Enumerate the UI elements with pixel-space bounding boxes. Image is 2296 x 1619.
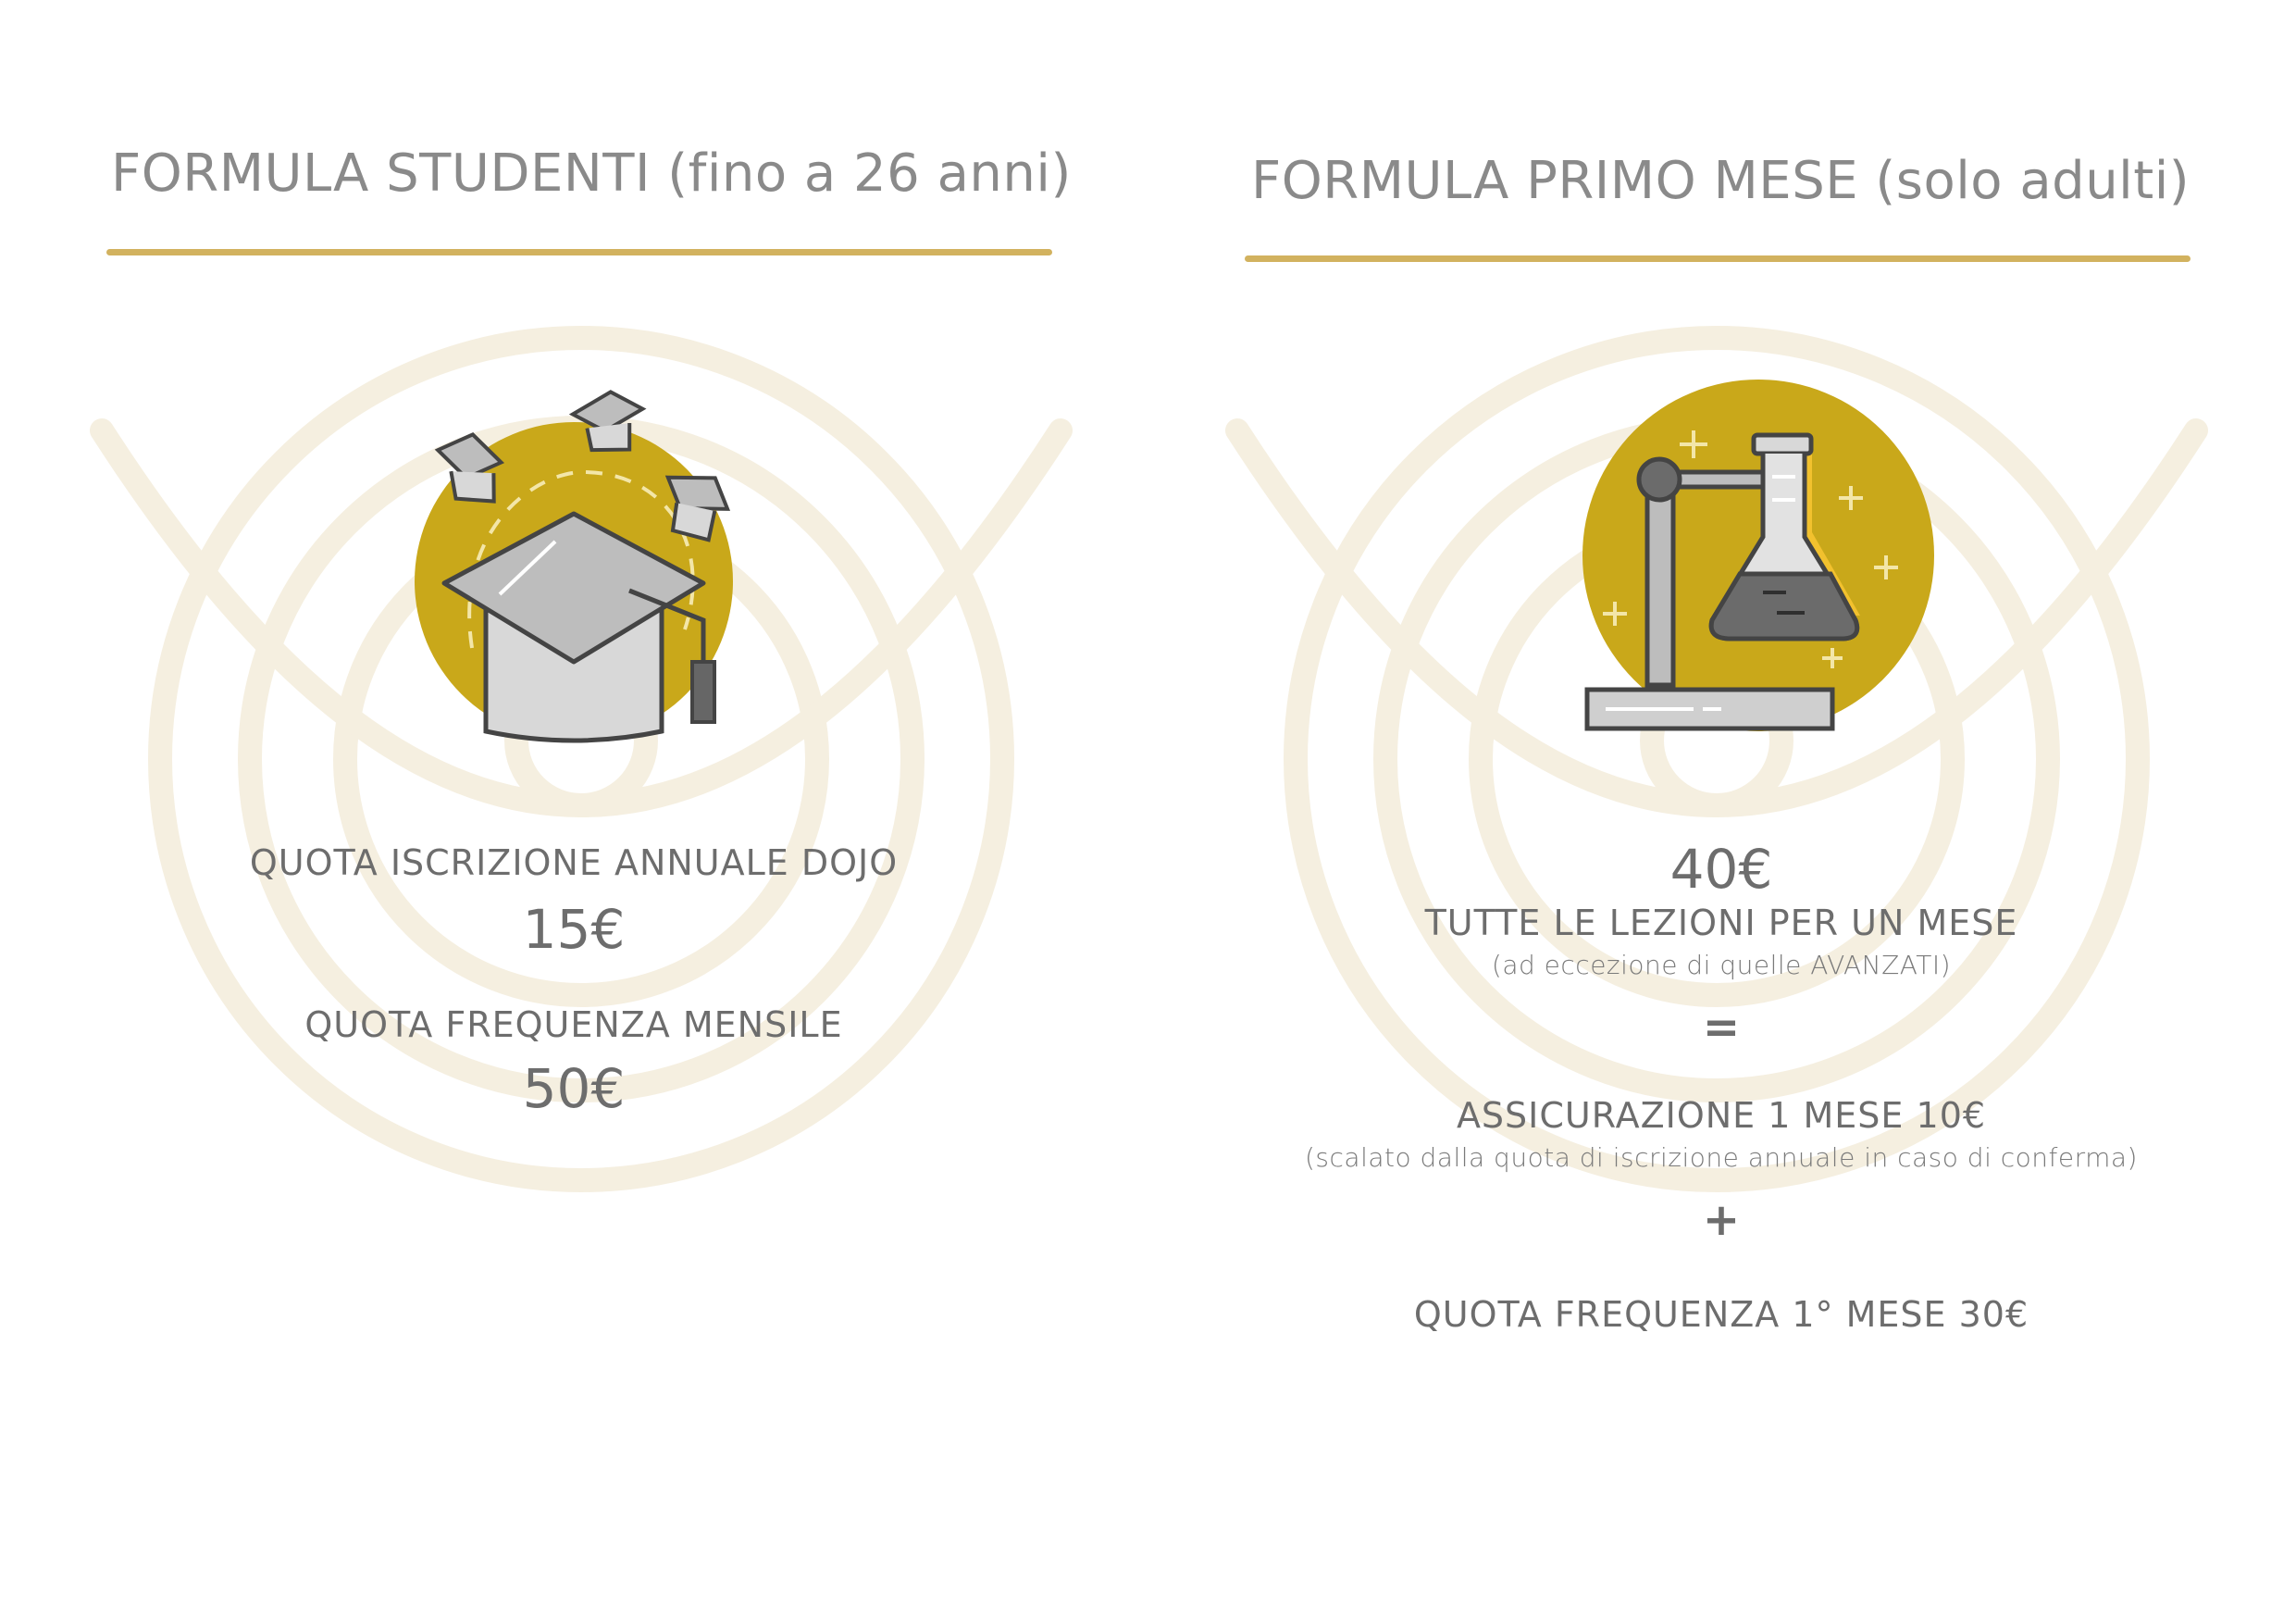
tutte-le-lezioni-label: TUTTE LE LEZIONI PER UN MESE (1424, 903, 2018, 943)
formula-primo-mese-section (1148, 0, 2295, 1619)
formula-primo-mese-title: FORMULA PRIMO MESE (solo adulti) (1251, 151, 2191, 211)
lab-flask-icon (1573, 380, 1943, 750)
primo-mese-price: 40€ (1669, 838, 1773, 901)
assicurazione-label: ASSICURAZIONE 1 MESE 10€ (1456, 1095, 1987, 1136)
equals-sign: = (1702, 1002, 1741, 1053)
quota-frequenza-primo-mese-label: QUOTA FREQUENZA 1° MESE 30€ (1413, 1294, 2029, 1335)
quota-frequenza-value: 50€ (522, 1057, 626, 1120)
title-underline (106, 249, 1052, 255)
title-underline (1245, 255, 2191, 262)
scalato-note: (scalato dalla quota di iscrizione annuale in caso di conferma) (1305, 1142, 2138, 1173)
graduation-cap-icon (398, 380, 750, 750)
plus-sign: + (1702, 1194, 1741, 1246)
eccezione-note: (ad eccezione di quelle AVANZATI) (1491, 950, 1952, 980)
quota-iscrizione-value: 15€ (522, 898, 626, 961)
formula-studenti-title: FORMULA STUDENTI (fino a 26 anni) (111, 143, 1072, 204)
quota-iscrizione-label: QUOTA ISCRIZIONE ANNUALE DOJO (249, 842, 899, 883)
quota-frequenza-label: QUOTA FREQUENZA MENSILE (304, 1004, 843, 1045)
